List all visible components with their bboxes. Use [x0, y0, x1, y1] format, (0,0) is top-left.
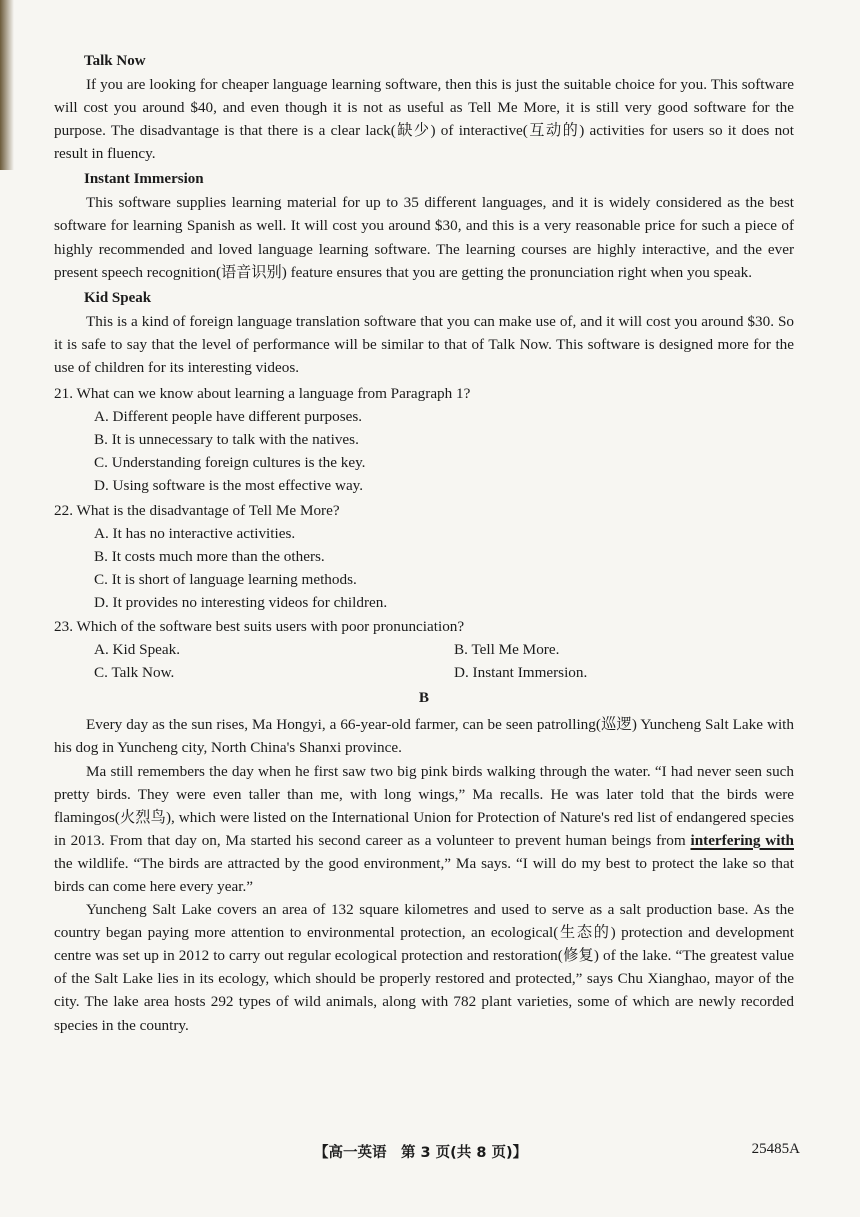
page-edge-shadow: [0, 0, 14, 170]
option-c: C. It is short of language learning methods.: [94, 570, 357, 588]
passage-b-paragraph-1: Every day as the sun rises, Ma Hongyi, a 66-year-old farmer, can be seen patrolling(巡逻) Yuncheng Salt Lake with his dog in Yuncheng city, North China's Shanxi province.: [54, 716, 794, 757]
option-b: B. Tell Me More.: [454, 641, 560, 659]
question-stem: 21. What can we know about learning a language from Paragraph 1?: [54, 385, 471, 403]
page-number-label: 【高一英语 第 3 页(共 8 页)】: [314, 1145, 528, 1161]
options-row-2: [94, 661, 794, 684]
question-21: [54, 382, 794, 497]
option-d: D. Instant Immersion.: [454, 664, 588, 682]
instant-immersion-heading: Instant Immersion: [84, 171, 204, 188]
option-d: D. Using software is the most effective way.: [94, 477, 364, 495]
talk-now-heading: Talk Now: [84, 53, 146, 69]
question-stem: 22. What is the disadvantage of Tell Me More?: [54, 501, 340, 519]
instant-immersion-paragraph: This software supplies learning material for up to 35 different languages, and it is widely considered as the best software for learning Spanish as well. It will cost you around $30, and this is a very reasonable price for such a piece of highly recommended and loved language learning software. The learning courses are highly interactive, and the ever present speech recognition(语音识别) feature ensures that you are getting the pronunciation right when you speak.: [54, 194, 794, 281]
option-c: C. Understanding foreign cultures is the key.: [94, 454, 366, 472]
exam-page: [54, 50, 794, 1037]
kid-speak-paragraph: This is a kind of foreign language translation software that you can make use of, and it will cost you around $30. So it is safe to say that the level of performance will be similar to that of Talk Now. This software is designed more for the use of children for its interesting videos.: [54, 312, 794, 376]
paragraph-2-text-before: Ma still remembers the day when he first saw two big pink birds walking through the water. “I had never seen such pretty birds. They were even taller than me, with long wings,” Ma recalls. He was later told that the birds were flamingos(火烈鸟), which were listed on the International Union for Protection of Nature's red list of endangered species in 2013. From that day on, Ma started his second career as a volunteer to prevent human beings from: [54, 762, 794, 849]
question-stem: 23. Which of the software best suits users with poor pronunciation?: [54, 617, 465, 635]
talk-now-paragraph: If you are looking for cheaper language learning software, then this is just the suitable choice for you. This software will cost you around $40, and even though it is not as useful as Tell Me More, it is still very good software for the purpose. The disadvantage is that there is a clear lack(缺少) of interactive(互动的) activities for users so it does not result in fluency.: [54, 76, 794, 163]
section-b-label: B: [418, 689, 430, 707]
passage-b-paragraph-3: Yuncheng Salt Lake covers an area of 132 square kilometres and used to serve as a salt production base. As the country began paying more attention to environmental protection, an ecological(生态的) protection and development centre was set up in 2012 to carry out regular ecological protection and restoration(修复) of the lake. “The greatest value of the Salt Lake lies in its ecology, which should be properly restored and protected,” says Chu Xianghao, mayor of the city. The lake area hosts 292 types of wild animals, along with 782 plant varieties, some of which are newly recorded species in the country.: [54, 901, 794, 1034]
options-row-1: [94, 638, 794, 661]
passage-b-paragraph-2: [54, 760, 794, 899]
option-a: A. Different people have different purposes.: [94, 408, 363, 426]
paper-code: 25485A: [751, 1141, 800, 1157]
option-d: D. It provides no interesting videos for children.: [94, 593, 388, 611]
option-b: B. It costs much more than the others.: [94, 547, 325, 565]
question-22: [54, 499, 794, 614]
option-a: A. It has no interactive activities.: [94, 524, 296, 542]
question-23: [54, 615, 794, 684]
option-a: A. Kid Speak.: [94, 641, 181, 659]
kid-speak-heading: Kid Speak: [84, 289, 152, 306]
option-b: B. It is unnecessary to talk with the natives.: [94, 431, 359, 449]
option-c: C. Talk Now.: [94, 664, 175, 682]
paragraph-2-text-after: the wildlife. “The birds are attracted by the good environment,” Ma says. “I will do my best to protect the lake so that birds can come here every year.”: [54, 854, 794, 895]
underlined-phrase: interfering with: [690, 831, 794, 849]
